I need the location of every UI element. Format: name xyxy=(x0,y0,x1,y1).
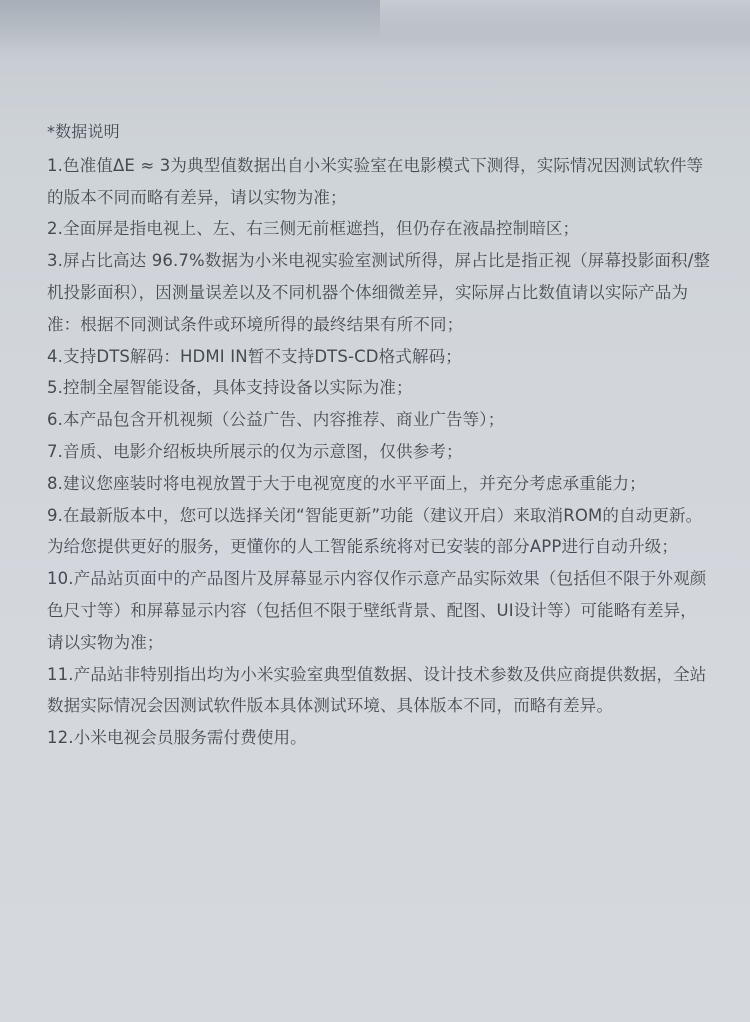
data-disclaimer xyxy=(47,116,712,754)
note-item: 9.在最新版本中，您可以选择关闭“智能更新”功能（建议开启）来取消ROM的自动更新。为给您提供更好的服务，更懂你的人工智能系统将对已安装的部分APP进行自动升级； xyxy=(47,505,703,557)
note-item: 10.产品站页面中的产品图片及屏幕显示内容仅作示意产品实际效果（包括但不限于外观颜色尺寸等）和屏幕显示内容（包括但不限于壁纸背景、配图、UI设计等）可能略有差异，请以实物为准； xyxy=(47,569,707,652)
note-item: 7.音质、电影介绍板块所展示的仅为示意图，仅供参考； xyxy=(47,441,463,461)
note-item: 3.屏占比高达 96.7%数据为小米电视实验室测试所得，屏占比是指正视（屏幕投影面积/整机投影面积），因测量误差以及不同机器个体细微差异，实际屏占比数值请以实际产品为准：根据不同测试条件或环境所得的最终结果有所不同； xyxy=(47,251,711,334)
note-item: 2.全面屏是指电视上、左、右三侧无前框遮挡，但仍存在液晶控制暗区； xyxy=(47,219,580,239)
note-item: 11.产品站非特别指出均为小米实验室典型值数据、设计技术参数及供应商提供数据，全站数据实际情况会因测试软件版本具体测试环境、具体版本不同，而略有差异。 xyxy=(47,664,707,716)
top-glare xyxy=(380,0,750,40)
top-shadow xyxy=(0,0,750,60)
note-item: 4.支持DTS解码：HDMI IN暂不支持DTS-CD格式解码； xyxy=(47,346,462,366)
disclaimer-title: *数据说明 xyxy=(47,122,120,141)
note-list xyxy=(47,150,712,754)
note-item: 5.控制全屋智能设备，具体支持设备以实际为准； xyxy=(47,378,413,398)
note-item: 6.本产品包含开机视频（公益广告、内容推荐、商业广告等）； xyxy=(47,410,505,430)
note-item: 12.小米电视会员服务需付费使用。 xyxy=(47,728,307,748)
note-item: 8.建议您座装时将电视放置于大于电视宽度的水平平面上，并充分考虑承重能力； xyxy=(47,473,646,493)
note-item: 1.色准值ΔE ≈ 3为典型值数据出自小米实验室在电影模式下测得，实际情况因测试软件等的版本不同而略有差异，请以实物为准； xyxy=(47,155,704,207)
